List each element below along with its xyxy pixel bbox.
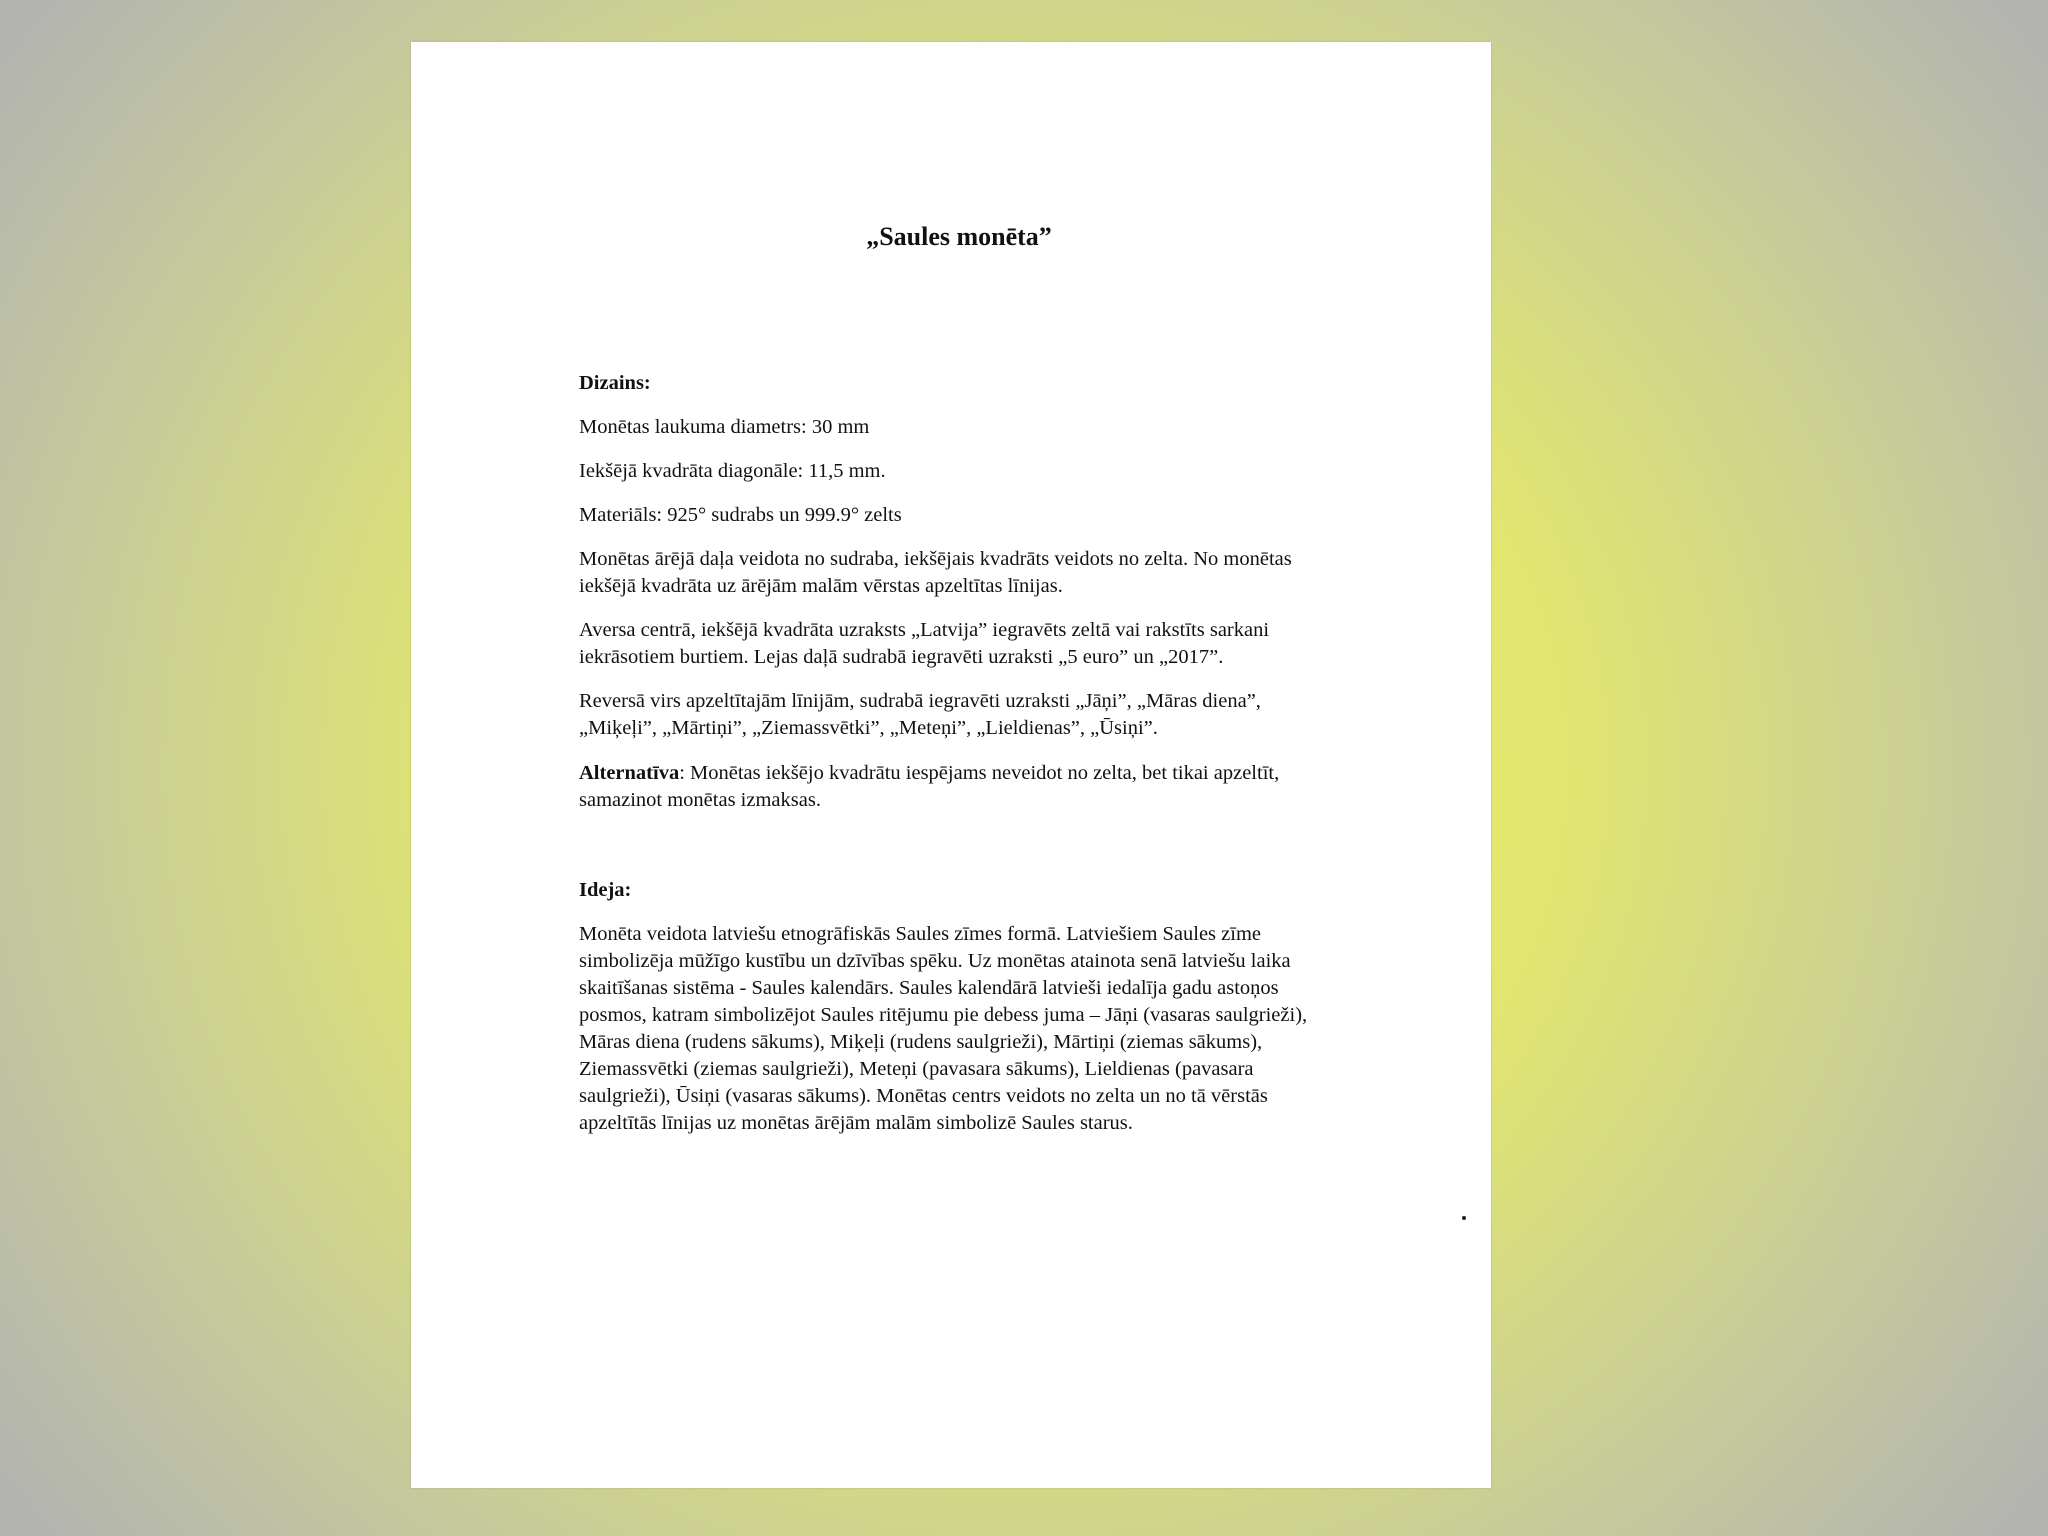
alternative-text: : Monētas iekšējo kvadrātu iespējams neveidot no zelta, bet tikai apzeltīt, samazinot monētas izmaksas. [579, 762, 1280, 811]
reverse-paragraph: Reversā virs apzeltītajām līnijām, sudrabā iegravēti uzraksti „Jāņi”, „Māras diena”, „Miķeļi”, „Mārtiņi”, „Ziemassvētki”, „Meteņi”, „Lieldienas”, „Ūsiņi”. [579, 690, 1261, 739]
document-title: „Saules monēta” [866, 222, 1052, 251]
material-line: Materiāls: 925° sudrabs un 999.9° zelts [579, 504, 902, 526]
scan-speck [1462, 1216, 1466, 1220]
diameter-line: Monētas laukuma diametrs: 30 mm [579, 416, 870, 438]
design-heading: Dizains: [579, 372, 651, 394]
parts-paragraph: Monētas ārējā daļa veidota no sudraba, iekšējais kvadrāts veidots no zelta. No monētas iekšējā kvadrāta uz ārējām malām vērstas apzeltītas līnijas. [579, 548, 1292, 597]
alternative-paragraph [579, 760, 1339, 814]
alternative-label: Alternatīva [579, 762, 680, 784]
idea-paragraph: Monēta veidota latviešu etnogrāfiskās Saules zīmes formā. Latviešiem Saules zīme simbolizēja mūžīgo kustību un dzīvības spēku. Uz monētas atainota senā latviešu laika skaitīšanas sistēma - Saules kalendārs. Saules kalendārā latvieši iedalīja gadu astoņos posmos, katram simbolizējot Saules ritējumu pie debess juma – Jāņi (vasaras saulgrieži), Māras diena (rudens sākums), Miķeļi (rudens saulgrieži), Mārtiņi (ziemas sākums), Ziemassvētki (ziemas saulgrieži), Meteņi (pavasara sākums), Lieldienas (pavasara saulgrieži), Ūsiņi (vasaras sākums). Monētas centrs veidots no zelta un no tā vērstās apzeltītās līnijas uz monētas ārējām malām simbolizē Saules starus. [579, 923, 1308, 1134]
diagonal-line: Iekšējā kvadrāta diagonāle: 11,5 mm. [579, 460, 886, 482]
idea-heading: Ideja: [579, 879, 632, 901]
document-page [411, 42, 1491, 1488]
obverse-paragraph: Aversa centrā, iekšējā kvadrāta uzraksts „Latvija” iegravēts zeltā vai rakstīts sarkani iekrāsotiem burtiem. Lejas daļā sudrabā iegravēti uzraksti „5 euro” un „2017”. [579, 619, 1270, 668]
